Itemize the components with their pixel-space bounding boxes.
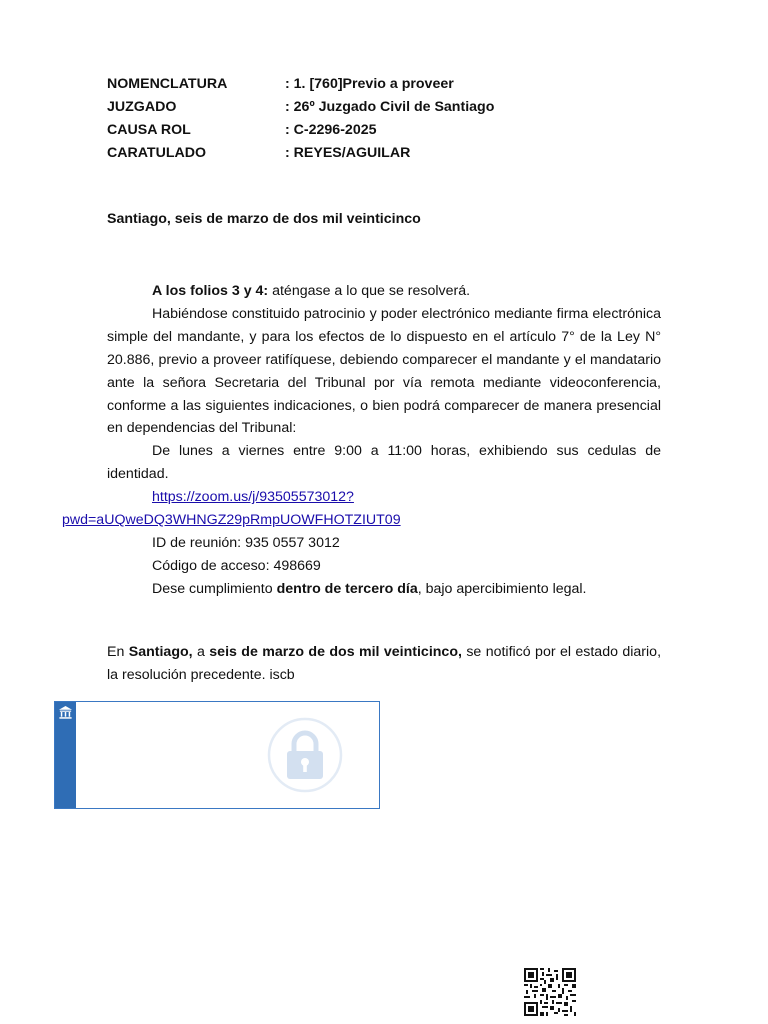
header-value: : C-2296-2025 xyxy=(285,122,377,138)
header-key: NOMENCLATURA xyxy=(107,76,228,92)
header-row-juzgado xyxy=(107,98,667,121)
header-key: JUZGADO xyxy=(107,99,177,115)
courthouse-icon xyxy=(58,705,73,720)
folios-paragraph xyxy=(107,280,661,303)
meeting-id: ID de reunión: 935 0557 3012 xyxy=(152,534,340,551)
notify-city: Santiago, xyxy=(128,644,193,660)
schedule-paragraph: De lunes a viernes entre 9:00 a 11:00 horas, exhibiendo sus cedulas de identidad. xyxy=(107,443,661,483)
compliance-paragraph xyxy=(107,578,661,601)
header-value: : 26º Juzgado Civil de Santiago xyxy=(285,99,495,115)
compliance-pre: Dese cumplimiento xyxy=(152,580,277,597)
electronic-signature-box xyxy=(54,701,380,809)
header-value: : REYES/AGUILAR xyxy=(285,145,411,161)
signature-side-bar xyxy=(55,702,76,808)
zoom-link-line2: pwd=aUQweDQ3WHNGZ29pRmpUOWFHOTZIUT09 xyxy=(62,512,401,529)
notification-paragraph xyxy=(107,641,661,687)
zoom-link-paragraph xyxy=(62,486,661,532)
compliance-post: , bajo apercibimiento legal. xyxy=(417,580,587,597)
header-row-nomenclatura xyxy=(107,75,667,98)
header-row-caratulado xyxy=(107,144,667,167)
main-paragraph: Habiéndose constituido patrocinio y poder electrónico mediante firma electrónica simple del mandante, y para los efectos de lo dispuesto en el artículo 7° de la Ley N° 20.886, previo a proveer ratifíquese, debiendo comparecer el mandante y el mandatario ante la señora Secretaria del Tribunal por vía remota mediante videoconferencia, conforme a las siguientes indicaciones, o bien podrá comparecer de manera presencial en dependencias del Tribunal: xyxy=(107,305,661,437)
header-row-causa-rol xyxy=(107,121,667,144)
notify-date: seis de marzo de dos mil veinticinco, xyxy=(209,644,462,660)
notify-part2: a xyxy=(192,644,210,660)
access-code: Código de acceso: 498669 xyxy=(152,557,321,574)
zoom-link-line1: https://zoom.us/j/93505573012? xyxy=(152,489,354,506)
compliance-deadline: dentro de tercero día xyxy=(276,580,418,597)
lock-icon xyxy=(267,717,343,793)
folios-label: A los folios 3 y 4: xyxy=(152,283,269,299)
header-key: CARATULADO xyxy=(107,145,207,161)
folios-text: aténgase a lo que se resolverá. xyxy=(268,283,471,299)
qr-code-icon xyxy=(524,968,576,1016)
header-key: CAUSA ROL xyxy=(107,122,191,138)
header-value: : 1. [760]Previo a proveer xyxy=(285,76,454,92)
notify-part1: En xyxy=(107,644,129,660)
resolution-date: Santiago, seis de marzo de dos mil veinticinco xyxy=(107,211,421,227)
resolution-body xyxy=(62,280,661,601)
zoom-link[interactable] xyxy=(62,489,401,529)
notify-part3: se notificó por el estado diario, la resolución precedente. iscb xyxy=(107,644,662,683)
case-header xyxy=(107,75,667,167)
